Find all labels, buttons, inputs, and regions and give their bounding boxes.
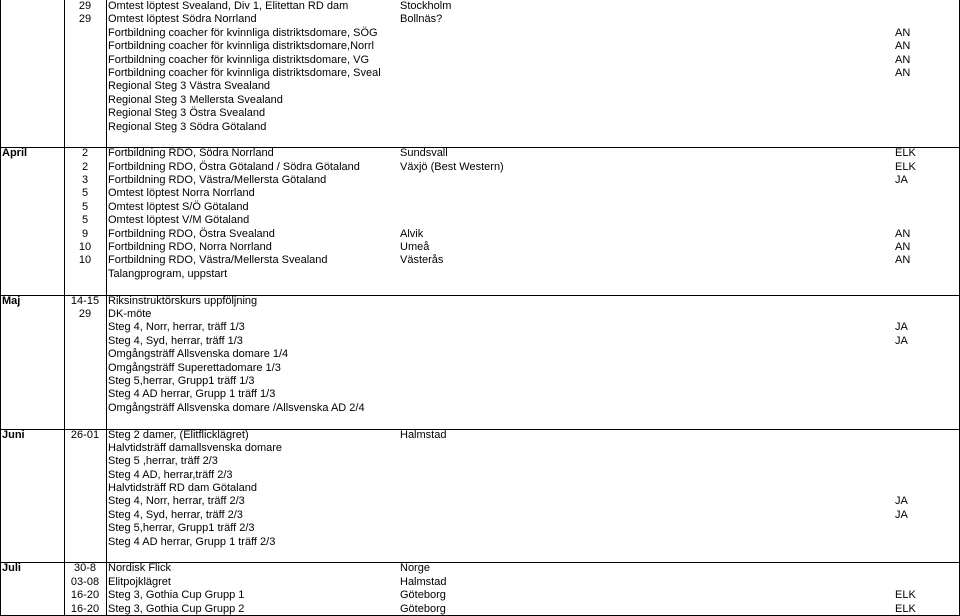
day-cell xyxy=(64,107,106,120)
table-row xyxy=(0,455,960,468)
month-cell: April xyxy=(2,147,28,160)
event-cell: Omgångsträff Allsvenska domare 1/4 xyxy=(108,348,289,361)
place-cell: Stockholm xyxy=(400,0,452,12)
event-cell: Steg 5 ,herrar, träff 2/3 xyxy=(108,455,218,468)
day-cell: 16-20 xyxy=(70,602,100,615)
place-cell: Västerås xyxy=(400,254,444,267)
table-row xyxy=(0,161,960,174)
day-cell xyxy=(64,415,106,428)
table-row xyxy=(0,40,960,53)
code-cell: JA xyxy=(895,508,908,521)
table-row xyxy=(0,94,960,107)
day-cell: 16-20 xyxy=(70,589,100,602)
event-cell: Steg 5,herrar, Grupp1 träff 2/3 xyxy=(108,522,255,535)
table-row xyxy=(0,482,960,495)
place-cell: Halmstad xyxy=(400,575,447,588)
day-cell xyxy=(64,549,106,562)
day-cell xyxy=(64,482,106,495)
event-cell: Omgångsträff Superettadomare 1/3 xyxy=(108,361,281,374)
month-cell: Maj xyxy=(2,294,21,307)
table-row xyxy=(0,348,960,361)
event-cell: Steg 2 damer, (Elitflicklägret) xyxy=(108,428,249,441)
code-cell: ELK xyxy=(895,160,916,173)
event-cell: Fortbildning RDO, Västra/Mellersta Svealand xyxy=(108,254,328,267)
day-cell xyxy=(64,375,106,388)
code-cell: AN xyxy=(895,254,911,267)
separator-row xyxy=(0,549,960,563)
day-cell xyxy=(64,509,106,522)
event-cell: Steg 4, Norr, herrar, träff 1/3 xyxy=(108,321,245,334)
place-cell: Norge xyxy=(400,562,430,575)
event-cell: Steg 4 AD herrar, Grupp 1 träff 2/3 xyxy=(108,535,276,548)
day-cell xyxy=(64,134,106,147)
table-row xyxy=(0,295,960,308)
code-cell: ELK xyxy=(895,589,916,602)
table-row xyxy=(0,495,960,508)
event-cell: Omgångsträff Allsvenska domare /Allsvenska AD 2/4 xyxy=(108,401,365,414)
day-cell xyxy=(64,362,106,375)
day-cell xyxy=(64,335,106,348)
table-row xyxy=(0,562,960,575)
table-row xyxy=(0,241,960,254)
table-row xyxy=(0,174,960,187)
event-cell: Omtest löptest S/Ö Götaland xyxy=(108,200,249,213)
table-row xyxy=(0,335,960,348)
table-row xyxy=(0,375,960,388)
table-row xyxy=(0,0,960,13)
table-row xyxy=(0,254,960,267)
event-cell: DK-möte xyxy=(108,308,152,320)
place-cell: Halmstad xyxy=(400,428,447,441)
event-cell: Steg 4, Norr, herrar, träff 2/3 xyxy=(108,495,245,508)
day-cell: 9 xyxy=(81,227,89,240)
event-cell: Omtest löptest Svealand, Div 1, Elitettan RD dam xyxy=(108,0,349,12)
table-row xyxy=(0,522,960,535)
table-row xyxy=(0,268,960,281)
day-cell xyxy=(64,348,106,361)
table-row xyxy=(0,80,960,93)
day-cell xyxy=(64,268,106,281)
day-cell: 29 xyxy=(78,13,92,26)
table-row xyxy=(0,321,960,334)
day-cell xyxy=(64,94,106,107)
table-row xyxy=(0,469,960,482)
table-row xyxy=(0,442,960,455)
table-row xyxy=(0,388,960,401)
day-cell xyxy=(64,121,106,134)
code-cell: JA xyxy=(895,334,908,347)
month-cell: Juli xyxy=(2,562,21,575)
day-cell xyxy=(64,80,106,93)
event-cell: Fortbildning RDO, Östra Svealand xyxy=(108,227,275,240)
event-cell: Regional Steg 3 Östra Svealand xyxy=(108,107,266,120)
day-cell xyxy=(64,40,106,53)
table-row xyxy=(0,603,960,616)
event-cell: Steg 5,herrar, Grupp1 träff 1/3 xyxy=(108,374,255,387)
code-cell: ELK xyxy=(895,147,916,160)
day-cell: 2 xyxy=(81,160,89,173)
code-cell: AN xyxy=(895,53,911,66)
day-cell xyxy=(64,522,106,535)
place-cell: Göteborg xyxy=(400,589,446,602)
event-cell: Regional Steg 3 Västra Svealand xyxy=(108,80,271,93)
code-cell: ELK xyxy=(895,602,916,615)
event-cell: Riksinstruktörskurs uppföljning xyxy=(108,294,258,307)
code-cell: AN xyxy=(895,66,911,79)
event-cell: Halvtidsträff damallsvenska domare xyxy=(108,441,283,454)
day-cell: 3 xyxy=(81,174,89,187)
table-row xyxy=(0,54,960,67)
table-row xyxy=(0,187,960,200)
table-row xyxy=(0,147,960,160)
event-cell: Nordisk Flick xyxy=(108,562,171,575)
day-cell: 5 xyxy=(81,214,89,227)
day-cell xyxy=(64,536,106,549)
place-cell: Alvik xyxy=(400,227,424,240)
day-cell xyxy=(64,281,106,294)
table-row xyxy=(0,27,960,40)
event-cell: Elitpojklägret xyxy=(108,575,171,588)
event-cell: Talangprogram, uppstart xyxy=(108,267,228,280)
table-row xyxy=(0,576,960,589)
day-cell xyxy=(64,469,106,482)
event-cell: Fortbildning RDO, Norra Norrland xyxy=(108,241,272,254)
day-cell xyxy=(64,442,106,455)
table-row xyxy=(0,402,960,415)
table-row xyxy=(0,107,960,120)
event-cell: Steg 4, Syd, herrar, träff 1/3 xyxy=(108,334,243,347)
event-cell: Halvtidsträff RD dam Götaland xyxy=(108,482,257,495)
event-cell: Omtest löptest V/M Götaland xyxy=(108,214,250,227)
day-cell xyxy=(64,27,106,40)
day-cell: 5 xyxy=(81,200,89,213)
day-cell xyxy=(64,54,106,67)
code-cell: JA xyxy=(895,495,908,508)
code-cell: AN xyxy=(895,40,911,53)
day-cell xyxy=(64,455,106,468)
day-cell: 10 xyxy=(78,241,92,254)
place-cell: Växjö (Best Western) xyxy=(400,160,504,173)
event-cell: Steg 4 AD, herrar,träff 2/3 xyxy=(108,468,233,481)
day-cell xyxy=(64,388,106,401)
day-cell: 26-01 xyxy=(70,428,100,441)
table-row xyxy=(0,228,960,241)
separator-row xyxy=(0,134,960,148)
code-cell: JA xyxy=(895,321,908,334)
event-cell: Fortbildning RDO, Östra Götaland / Södra Götaland xyxy=(108,160,360,173)
event-cell: Regional Steg 3 Mellersta Svealand xyxy=(108,93,283,106)
day-cell xyxy=(64,495,106,508)
place-cell: Göteborg xyxy=(400,602,446,615)
day-cell: 14-15 xyxy=(70,294,100,307)
month-cell: Juni xyxy=(2,428,25,441)
day-cell: 2 xyxy=(81,147,89,160)
table-row xyxy=(0,362,960,375)
day-cell: 29 xyxy=(78,0,92,12)
day-cell xyxy=(64,321,106,334)
day-cell: 10 xyxy=(78,254,92,267)
table-row xyxy=(0,201,960,214)
day-cell: 5 xyxy=(81,187,89,200)
code-cell: AN xyxy=(895,241,911,254)
separator-row xyxy=(0,281,960,295)
day-cell xyxy=(64,67,106,80)
table-row xyxy=(0,536,960,549)
event-cell: Omtest löptest Södra Norrland xyxy=(108,13,257,26)
event-cell: Fortbildning coacher för kvinnliga distriktsdomare, VG xyxy=(108,53,370,66)
event-cell: Fortbildning coacher för kvinnliga distriktsdomare, SÖG xyxy=(108,26,378,39)
event-cell: Steg 3, Gothia Cup Grupp 1 xyxy=(108,589,245,602)
place-cell: Umeå xyxy=(400,241,430,254)
day-cell: 03-08 xyxy=(70,575,100,588)
event-cell: Fortbildning RDO, Västra/Mellersta Götaland xyxy=(108,174,327,187)
table-row xyxy=(0,589,960,602)
event-cell: Steg 4, Syd, herrar, träff 2/3 xyxy=(108,508,243,521)
table-row xyxy=(0,13,960,26)
day-cell: 30-8 xyxy=(73,562,97,575)
day-cell xyxy=(64,402,106,415)
day-cell: 29 xyxy=(78,308,92,320)
event-cell: Regional Steg 3 Södra Götaland xyxy=(108,120,267,133)
place-cell: Sundsvall xyxy=(400,147,448,160)
event-cell: Fortbildning coacher för kvinnliga distriktsdomare,Norrl xyxy=(108,40,374,53)
table-row xyxy=(0,121,960,134)
table-row xyxy=(0,308,960,321)
table-row xyxy=(0,67,960,80)
event-cell: Steg 3, Gothia Cup Grupp 2 xyxy=(108,602,245,615)
event-cell: Omtest löptest Norra Norrland xyxy=(108,187,255,200)
code-cell: JA xyxy=(895,174,908,187)
event-cell: Steg 4 AD herrar, Grupp 1 träff 1/3 xyxy=(108,388,276,401)
table-row xyxy=(0,509,960,522)
code-cell: AN xyxy=(895,227,911,240)
event-cell: Fortbildning RDO, Södra Norrland xyxy=(108,147,274,160)
event-cell: Fortbildning coacher för kvinnliga distriktsdomare, Sveal xyxy=(108,66,381,79)
table-row xyxy=(0,429,960,442)
separator-row xyxy=(0,415,960,429)
place-cell: Bollnäs? xyxy=(400,13,443,26)
code-cell: AN xyxy=(895,26,911,39)
table-row xyxy=(0,214,960,227)
